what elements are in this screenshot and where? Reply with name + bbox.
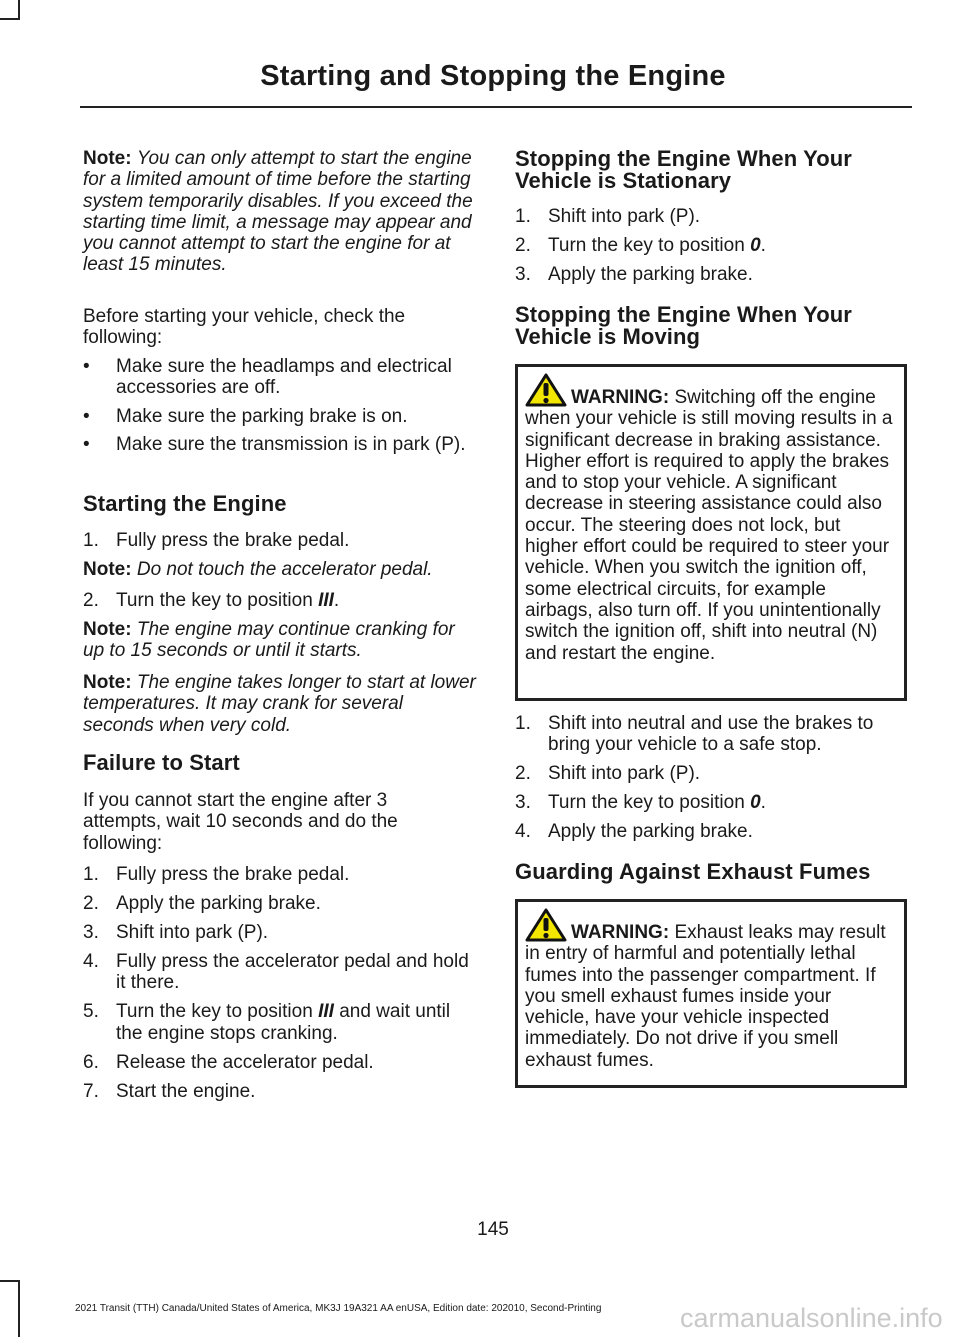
step-number: 1. [515,713,531,734]
step [83,1001,478,1044]
list-item [83,356,478,399]
step [515,821,907,842]
step-number: 1. [83,864,99,885]
step-number: 3. [83,921,99,943]
step [83,590,478,611]
step-number: 5. [83,1001,99,1023]
step-number: 4. [83,950,99,972]
note-time-limit [83,148,478,276]
note-text: You can only attempt to start the engine for a limited amount of time before the starting system temporarily disables. If you exceed the starting time limit, a message may appear and you cannot attempt to start the engine for at least 15 minutes. [83,148,473,276]
watermark: carmanualsonline.info [680,1303,943,1333]
step [83,1052,478,1073]
heading-starting-engine: Starting the Engine [83,491,287,516]
step-number: 2. [515,763,531,785]
crop-mark [0,1280,20,1282]
heading-stopping-moving: Stopping the Engine When Your Vehicle is Moving [515,302,852,349]
step-text [116,590,339,611]
step-text: Apply the parking brake. [116,892,321,914]
step-text: Shift into park (P). [116,921,269,943]
crop-mark [18,1280,20,1337]
step-text-part: . [760,792,766,814]
step-text: Shift into park (P). [548,763,701,785]
note-text: The engine may continue cranking for up to 15 seconds or until it starts. [83,619,455,662]
step [515,763,907,784]
step-number: 7. [83,1080,99,1102]
step-number: 2. [83,590,99,611]
step-text: Fully press the brake pedal. [116,530,350,551]
warning-box [515,364,907,701]
step-text-part: Turn the key to position [116,590,319,611]
list-item-text: Make sure the parking brake is on. [116,405,408,427]
key-position: 0 [750,234,761,256]
note-accelerator [83,559,478,580]
moving-steps [515,713,907,843]
intro-text: Before starting your vehicle, check the following: [83,306,406,349]
step-text-part: Turn the key to position [116,1001,319,1023]
warning-triangle-icon [525,373,567,407]
page-title: Starting and Stopping the Engine [260,60,726,92]
step-text: Shift into neutral and use the brakes to bring your vehicle to a safe stop. [548,713,874,756]
step [83,893,478,914]
step-number: 6. [83,1051,99,1073]
failure-steps [83,864,478,1102]
crop-mark [0,18,20,20]
checklist [83,356,478,455]
step [515,235,907,256]
step [83,530,478,551]
list-item-text: Make sure the transmission is in park (P). [116,433,466,455]
step [83,864,478,885]
title-divider [80,106,912,108]
step [515,792,907,813]
step-number: 2. [515,234,531,256]
key-position: III [318,590,334,611]
step [83,951,478,994]
bullet: • [83,405,90,427]
note-label: Note: [83,672,132,693]
step [515,264,907,285]
step [83,922,478,943]
step-number: 1. [83,530,99,551]
step-text-part: and wait until the engine stops cranking. [116,1001,451,1044]
page-number: 145 [477,1219,509,1240]
step-number: 4. [515,821,531,843]
warning-box [515,899,907,1088]
bullet: • [83,356,90,377]
heading-stopping-stationary: Stopping the Engine When Your Vehicle is Stationary [515,146,852,193]
step-text: Shift into park (P). [548,206,701,227]
heading-failure-to-start: Failure to Start [83,750,240,775]
step-text [116,1001,461,1044]
warning-text: Switching off the engine when your vehicle is still moving results in a significant decrease in braking assistance. Higher effort is required to apply the brakes and to stop your vehicle. A significant decrease in steering assistance could also occur. The steering does not lock, but higher effort could be required to steer your vehicle. When you switch the ignition off, some electrical circuits, for example airbags, also turn off. If you unintentionally switch the ignition off, shift into neutral (N) and restart the engine. [525,387,893,664]
step-text: Release the accelerator pedal. [116,1051,374,1073]
step-number: 1. [515,206,531,227]
step-text-part: Turn the key to position [548,234,751,256]
failure-intro: If you cannot start the engine after 3 attempts, wait 10 seconds and do the following: [83,790,398,854]
step-text-part: . [760,234,766,256]
step-text: Fully press the accelerator pedal and hold it there. [116,950,469,994]
step-text [548,792,766,813]
heading-exhaust-fumes: Guarding Against Exhaust Fumes [515,859,871,884]
note-label: Note: [83,619,132,640]
note-text: Do not touch the accelerator pedal. [136,559,433,580]
key-position: 0 [750,792,761,814]
stationary-steps [515,206,907,285]
bullet: • [83,433,90,455]
step [83,1081,478,1102]
step [515,713,907,756]
crop-mark [18,0,20,20]
step-text: Apply the parking brake. [548,821,753,843]
note-cranking [83,619,478,662]
note-label: Note: [83,148,132,169]
warning-text: Exhaust leaks may result in entry of harmful and potentially lethal fumes into the passenger compartment. If you smell exhaust fumes inside your vehicle, have your vehicle inspected immediately. Do not drive if you smell exhaust fumes. [525,922,886,1071]
edition-footer: 2021 Transit (TTH) Canada/United States of America, MK3J 19A321 AA enUSA, Edition date: 202010, Second-Printing [75,1303,602,1314]
warning-label: WARNING: [571,922,670,943]
step-text: Apply the parking brake. [548,263,753,285]
step-text: Fully press the brake pedal. [116,864,350,885]
step-text-part: Turn the key to position [548,792,751,814]
note-label: Note: [83,559,132,580]
warning-label: WARNING: [571,387,670,408]
list-item [83,434,478,455]
step-text [548,235,766,256]
note-text: The engine takes longer to start at lower temperatures. It may crank for several seconds when very cold. [83,672,476,736]
step-number: 2. [83,892,99,914]
key-position: III [318,1001,334,1023]
step [515,206,907,227]
step-text-part: . [333,590,340,611]
note-cold [83,672,478,736]
list-item [83,406,478,427]
step-number: 3. [515,792,531,814]
step-number: 3. [515,263,531,285]
warning-triangle-icon [525,908,567,942]
list-item-text: Make sure the headlamps and electrical accessories are off. [116,356,452,399]
step-text: Start the engine. [116,1080,256,1102]
